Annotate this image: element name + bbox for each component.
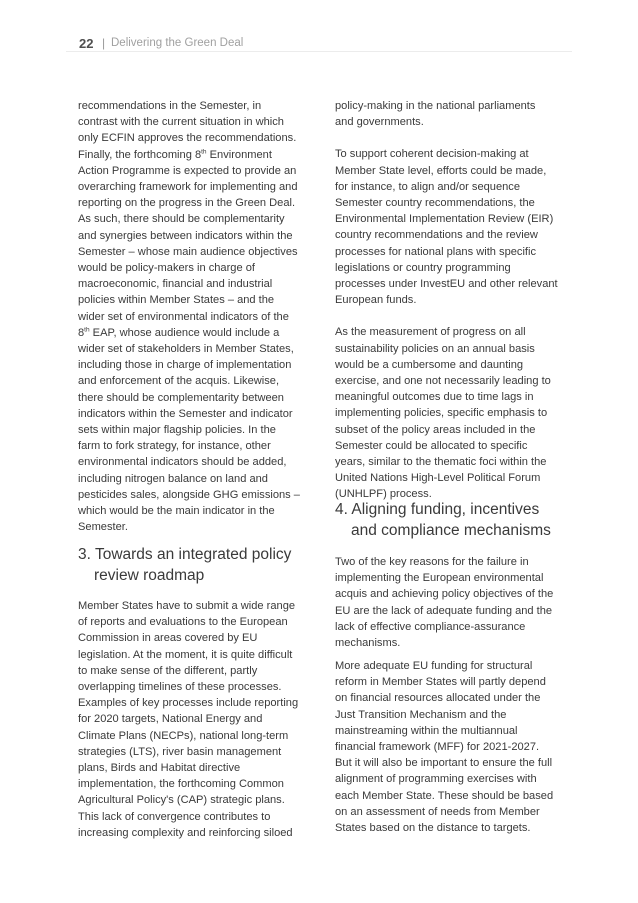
- text-line: subset of the policy areas included in the: [335, 423, 536, 436]
- column-right-top: [335, 98, 558, 503]
- text-line: policies within Member States – and the: [78, 294, 275, 307]
- text-line: Just Transition Mechanism and the: [335, 708, 507, 721]
- text-line: acquis and achieving policy objectives of the: [335, 588, 554, 601]
- column-right-paragraph-4: [335, 554, 554, 651]
- text-line: legislations or country programming: [335, 261, 511, 274]
- text-fragment: 8: [78, 326, 85, 339]
- text-line: recommendations in the Semester, in: [78, 100, 262, 112]
- text-line: Member States have to submit a wide range: [78, 600, 296, 612]
- section-heading-3: [78, 544, 291, 586]
- text-line: each Member State. These should be based: [335, 789, 554, 802]
- text-line: of reports and evaluations to the European: [78, 616, 288, 629]
- text-line: only ECFIN approves the recommendations.: [78, 132, 297, 145]
- column-left-paragraph-1: [78, 98, 300, 535]
- heading-line: and compliance mechanisms: [351, 522, 551, 539]
- column-left-paragraph-2: [78, 598, 299, 841]
- text-line: Semester – whose main audience objectives: [78, 245, 298, 258]
- text-line: including those in charge of implementation: [78, 359, 292, 372]
- text-line: (UNHLPF) process.: [335, 488, 432, 501]
- text-line: Action Programme is expected to provide an: [78, 164, 297, 177]
- text-line: contrast with the current situation in which: [78, 116, 284, 129]
- text-fragment: Environment: [206, 148, 272, 161]
- column-right-paragraph-5: [335, 658, 554, 836]
- text-fragment: Finally, the forthcoming 8: [78, 148, 202, 161]
- text-line: and governments.: [335, 116, 424, 129]
- text-line: overarching framework for implementing and: [78, 181, 298, 194]
- text-fragment: EAP, whose audience would include a: [89, 326, 280, 339]
- text-line: Agricultural Policy's (CAP) strategic plans.: [78, 794, 285, 807]
- text-line: reform in Member States will partly depend: [335, 676, 546, 689]
- text-line: To support coherent decision-making at: [335, 148, 529, 161]
- text-line: lack of effective compliance-assurance: [335, 620, 526, 633]
- paragraph-gap: [335, 130, 551, 146]
- text-line: on financial resources allocated under the: [335, 692, 541, 705]
- text-line: implementation, the forthcoming Common: [78, 778, 284, 791]
- text-line: meaningful outcomes due to time lags in: [335, 391, 534, 404]
- text-line: financial framework (MFF) for 2021-2027.: [335, 741, 540, 754]
- text-line: alignment of programming exercises with: [335, 773, 537, 786]
- text-line: Member State level, efforts could be made,: [335, 164, 547, 177]
- text-line: sustainability policies on an annual basis: [335, 342, 535, 355]
- text-line: exercise, and one not necessarily leading to: [335, 375, 551, 388]
- text-line: would be policy-makers in charge of: [78, 262, 255, 275]
- text-line: would be a cumbersome and daunting: [335, 358, 524, 371]
- text-line: years, similar to the thematic foci within the: [335, 456, 547, 469]
- section-heading-4: [335, 499, 551, 541]
- text-line: processes for national plans with specific: [335, 245, 537, 258]
- text-line: [78, 325, 294, 341]
- text-line: As the measurement of progress on all: [335, 326, 526, 339]
- text-line: reporting on the progress in the Green Deal.: [78, 197, 296, 210]
- text-line: States based on the distance to targets.: [335, 822, 531, 835]
- text-line: mainstreaming within the multiannual: [335, 724, 518, 737]
- text-line: Semester country recommendations, the: [335, 197, 535, 210]
- paragraph-gap: [335, 308, 551, 324]
- text-line: overlapping timelines of these processes.: [78, 681, 282, 694]
- text-line: Climate Plans (NECPs), national long-term: [78, 729, 289, 742]
- text-line: EU are the lack of adequate funding and the: [335, 604, 553, 617]
- text-line: including nitrogen balance on land and: [78, 472, 268, 485]
- text-line: United Nations High-Level Political Forum: [335, 472, 541, 485]
- text-line: macroeconomic, financial and industrial: [78, 278, 273, 291]
- superscript: th: [84, 326, 90, 334]
- text-line: But it will also be important to ensure the full: [335, 757, 553, 770]
- text-line: implementing policies, specific emphasis to: [335, 407, 548, 420]
- heading-line: 4. Aligning funding, incentives: [335, 501, 540, 518]
- text-line: wider set of environmental indicators of the: [78, 310, 289, 323]
- text-line: and synergies between indicators within the: [78, 229, 293, 242]
- header-separator: |: [102, 36, 106, 50]
- text-line: Semester could be allocated to specific: [335, 439, 528, 452]
- text-line: pesticides sales, alongside GHG emissions –: [78, 488, 300, 501]
- heading-line: review roadmap: [94, 567, 205, 584]
- text-line: on an assessment of needs from Member: [335, 805, 540, 818]
- text-line: country recommendations and the review: [335, 229, 538, 242]
- page-header: [66, 35, 572, 52]
- text-line: Semester.: [78, 521, 128, 534]
- text-line: [78, 147, 294, 163]
- text-line: processes under InvestEU and other relevant: [335, 278, 558, 291]
- text-line: and enforcement of the acquis. Likewise,: [78, 375, 280, 388]
- text-line: policy-making in the national parliaments: [335, 100, 536, 112]
- superscript: th: [201, 147, 207, 155]
- text-line: As such, there should be complementarity: [78, 213, 285, 226]
- text-line: European funds.: [335, 294, 417, 307]
- text-line: Two of the key reasons for the failure in: [335, 556, 529, 568]
- text-line: legislation. At the moment, it is quite difficult: [78, 648, 293, 661]
- header-title: Delivering the Green Deal: [111, 37, 244, 49]
- text-line: there should be complementarity between: [78, 391, 284, 404]
- page-number: 22: [79, 36, 94, 51]
- text-line: which would be the main indicator in the: [78, 505, 275, 518]
- text-line: to make sense of the different, partly: [78, 664, 258, 677]
- text-line: increasing complexity and reinforcing siloed: [78, 826, 293, 839]
- text-line: mechanisms.: [335, 637, 401, 650]
- text-line: for instance, to align and/or sequence: [335, 180, 521, 193]
- text-line: strategies (LTS), river basin management: [78, 745, 282, 758]
- text-line: Commission in areas covered by EU: [78, 632, 258, 645]
- text-line: Examples of key processes include reporting: [78, 697, 299, 710]
- text-line: environmental indicators should be added,: [78, 456, 287, 469]
- text-line: This lack of convergence contributes to: [78, 810, 271, 823]
- text-line: sets within major flagship policies. In the: [78, 424, 276, 437]
- heading-line: 3. Towards an integrated policy: [78, 546, 292, 563]
- text-line: wider set of stakeholders in Member States,: [78, 343, 294, 356]
- text-line: for 2020 targets, National Energy and: [78, 713, 263, 726]
- text-line: indicators within the Semester and indicator: [78, 407, 293, 420]
- text-line: More adequate EU funding for structural: [335, 660, 533, 672]
- text-line: farm to fork strategy, for instance, other: [78, 440, 271, 453]
- text-line: plans, Birds and Habitat directive: [78, 762, 241, 775]
- text-line: Environmental Implementation Review (EIR): [335, 213, 554, 226]
- text-line: implementing the European environmental: [335, 572, 544, 585]
